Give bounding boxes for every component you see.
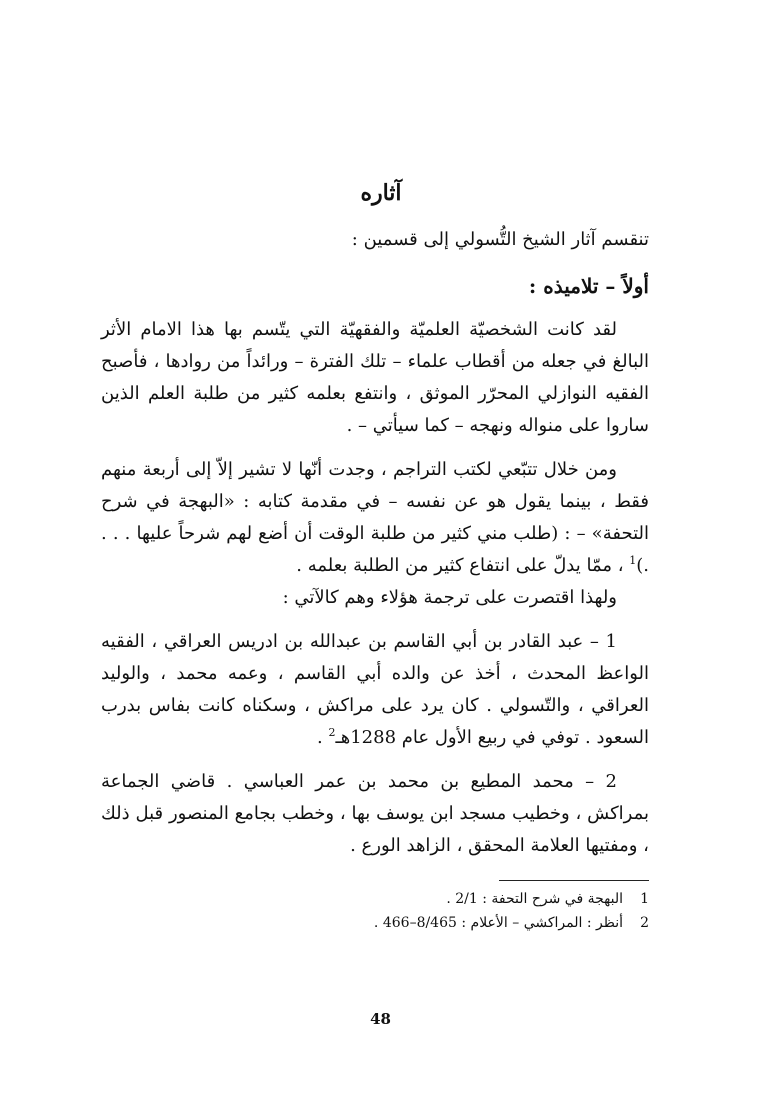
footnote-ref-2: 2 (328, 726, 336, 739)
footnote-divider (499, 880, 649, 881)
footnote-number: 2 (640, 915, 649, 931)
chapter-title: آثاره (360, 180, 402, 206)
footnote-text: البهجة في شرح التحفة : 2/1 . (446, 891, 623, 907)
list-item-2: 2 – محمد المطيع بن محمد بن عمر العباسي . قاضي الجماعة بمراكش ، وخطيب مسجد ابن يوسف بها ، وخطب بجامع المنصور قبل ذلك ، ومفتيها العلامة المحقق ، الزاهد الورع . (101, 771, 649, 856)
paragraph-1: لقد كانت الشخصيّة العلميّة والفقهيّة التي يتّسم بها هذا الامام الأثر البالغ في جعله من أقطاب علماء – تلك الفترة – ورائداً من روادها ، فأصبح الفقيه النوازلي المحرّر الموثق ، وانتفع بعلمه كثير من طلبة العلم الذين ساروا على منواله ونهجه – كما سيأتي – . (101, 319, 649, 436)
section-heading: أولاً – تلاميذه : (528, 274, 649, 298)
page-content (101, 180, 649, 935)
list-item-1 (101, 626, 649, 754)
footnote-ref-1: 1 (629, 554, 637, 567)
intro-paragraph: تنقسم آثار الشيخ التُّسولي إلى قسمين : (351, 229, 649, 250)
list-item-1-text-b: . (317, 727, 329, 748)
list-item-1-text-a: 1 – عبد القادر بن أبي القاسم بن عبدالله بن ادريس العراقي ، الفقيه الواعظ المحدث ، أخذ عن والده أبي القاسم ، وعمه محمد ، والوليد العراقي ، والتّسولي . كان يرد على مراكش ، وسكناه كانت بفاس بدرب السعود . توفي في ربيع الأول عام 1288هـ (101, 631, 649, 748)
footnote-1 (101, 887, 649, 911)
page-number: 48 (370, 1010, 391, 1028)
footnotes (101, 887, 649, 935)
paragraph-3: ولهذا اقتصرت على ترجمة هؤلاء وهم كالآتي : (282, 587, 617, 608)
footnote-text: أنظر : المراكشي – الأعلام : 8/465–466 . (373, 915, 623, 931)
paragraph-2-text-a: ومن خلال تتبّعي لكتب التراجم ، وجدت أنّها لا تشير إلاّ إلى أربعة منهم فقط ، بينما يقول هو عن نفسه – في مقدمة كتابه : «البهجة في شرح التحفة» – : (طلب مني كثير من طلبة الوقت أن أضع لهم شرحاً عليها . . . .) (101, 459, 649, 576)
paragraph-2-text-b: ، ممّا يدلّ على انتفاع كثير من الطلبة بعلمه . (296, 555, 630, 576)
footnote-number: 1 (640, 891, 649, 907)
paragraph-2 (101, 454, 649, 582)
footnote-2 (101, 911, 649, 935)
